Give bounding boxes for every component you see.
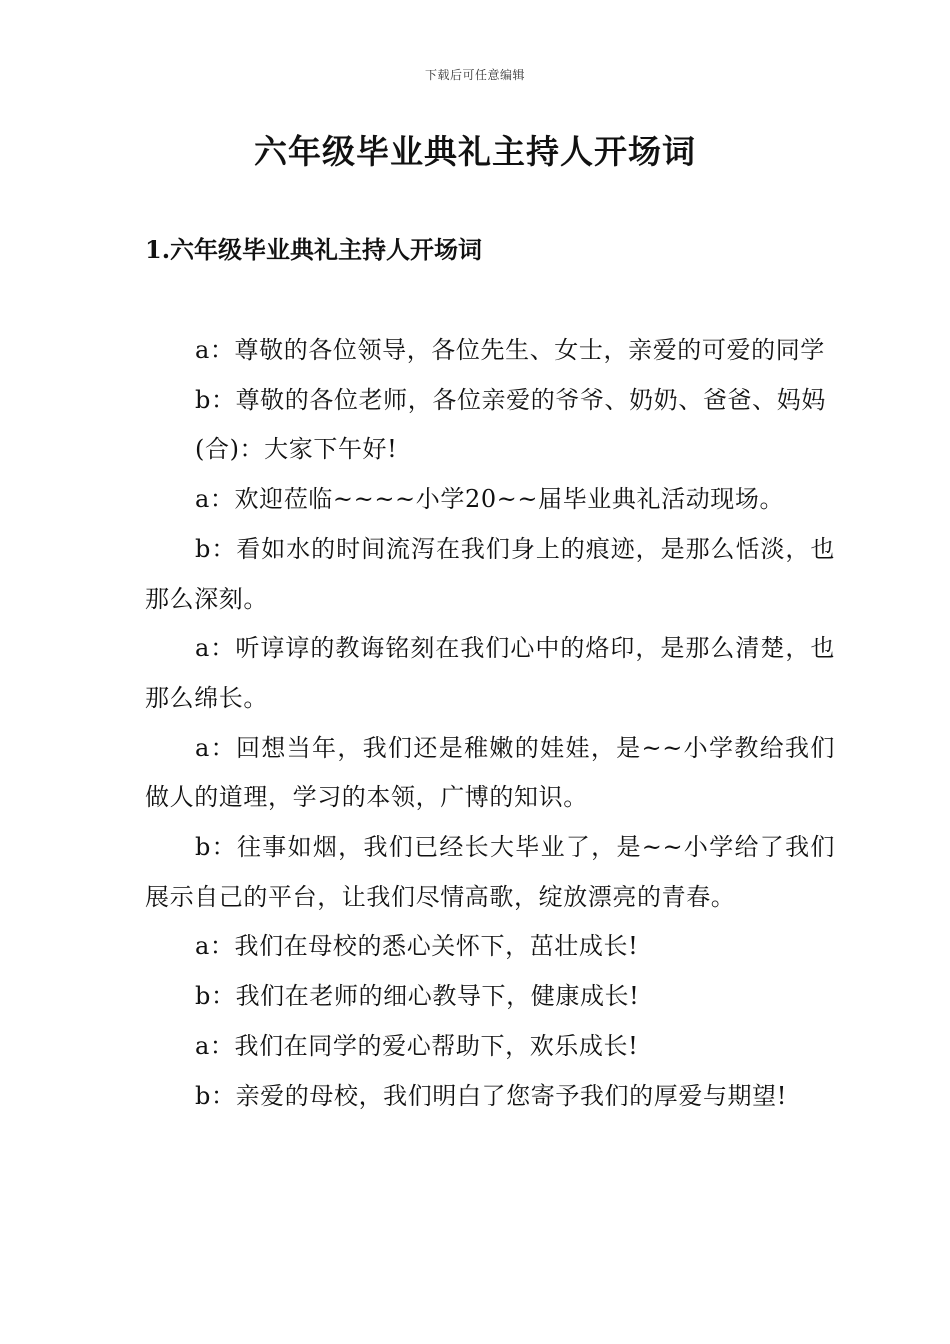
paragraph: a：回想当年，我们还是稚嫩的娃娃，是~~小学教给我们做人的道理，学习的本领，广博的知识。 [145,733,835,812]
paragraph: b：我们在老师的细心教导下，健康成长! [195,982,640,1011]
document-title: 六年级毕业典礼主持人开场词 [254,132,696,171]
paragraph: b：看如水的时间流泻在我们身上的痕迹，是那么恬淡，也那么深刻。 [145,534,835,613]
body-text [145,326,835,1121]
paragraph: a：听谆谆的教诲铭刻在我们心中的烙印，是那么清楚，也那么绵长。 [145,634,835,712]
paragraph: b：尊敬的各位老师，各位亲爱的爷爷、奶奶、爸爸、妈妈 [195,385,826,414]
paragraph: b：亲爱的母校，我们明白了您寄予我们的厚爱与期望! [195,1081,788,1110]
header-note: 下载后可任意编辑 [424,68,525,82]
paragraph: b：往事如烟，我们已经长大毕业了，是~~小学给了我们展示自己的平台，让我们尽情高歌，绽放漂亮的青春。 [145,833,835,911]
paragraph: a：我们在同学的爱心帮助下，欢乐成长! [195,1031,639,1060]
paragraph: (合)：大家下午好! [195,435,398,464]
paragraph: a：我们在母校的悉心关怀下，茁壮成长! [195,932,639,961]
paragraph: a：尊敬的各位领导，各位先生、女士，亲爱的可爱的同学 [195,336,825,364]
section-heading: 1.六年级毕业典礼主持人开场词 [145,235,483,264]
paragraph: a：欢迎莅临~~~~小学20~~届毕业典礼活动现场。 [195,485,785,514]
